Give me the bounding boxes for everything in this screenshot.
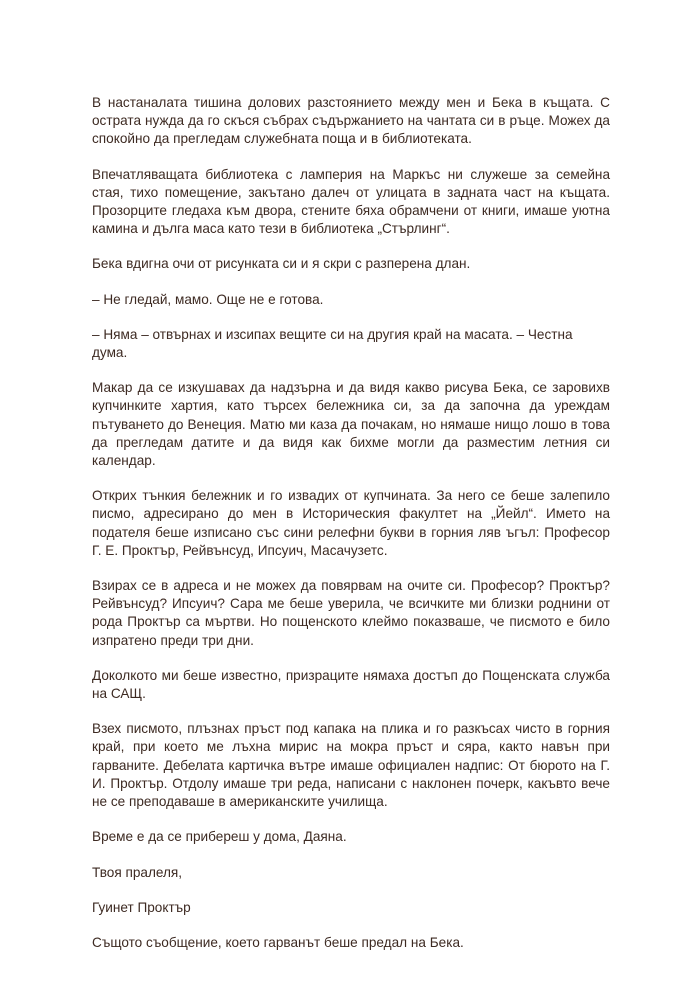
paragraph-8: Взирах се в адреса и не можех да повярвам на очите си. Професор? Проктър? Рейвънсуд? Ипсуич? Сара ме беше уверила, че всичките ми близки роднини от рода Проктър са мъртви. Но пощенското клеймо показваше, че писмото е било изпратено преди три дни. (92, 578, 610, 648)
paragraph-1: В настаналата тишина долових разстоянието между мен и Бека в къщата. С острата нужда да го скъся събрах съдържанието на чантата си в ръце. Можех да спокойно да прегледам служебната поща и в библиотеката. (92, 95, 610, 147)
paragraph-2: Впечатляващата библиотека с ламперия на Маркъс ни служеше за семейна стая, тихо помещение, закътано далеч от улицата в задната част на къщата. Прозорците гледаха към двора, стените бяха обрамчени от книги, имаше уютна камина и дълга маса като тези в библиотека „Стърлинг“. (92, 166, 610, 237)
document-page (92, 94, 610, 969)
paragraph-7: Открих тънкия бележник и го извадих от купчината. За него се беше залепило писмо, адресирано до мен в Историческия факултет на „Йейл“. Името на подателя беше изписано със сини релефни букви в горния ляв ъгъл: Професор Г. Е. Проктър, Рейвънсуд, Ипсуич, Масачузетс. (92, 488, 610, 558)
paragraph-3: Бека вдигна очи от рисунката си и я скри с разперена длан. (92, 256, 471, 272)
paragraph-13: Гуинет Проктър (92, 899, 191, 915)
paragraph-11: Време е да се прибереш у дома, Даяна. (92, 829, 347, 845)
paragraph-6: Макар да се изкушавах да надзърна и да видя какво рисува Бека, се заровихв купчинките хартия, като търсех бележника си, за да започна да уреждам пътуването до Венеция. Матю ми каза да почакам, но нямаше нищо лошо в това да прегледам датите и да видя как бихме могли да разместим летния си календар. (92, 380, 610, 469)
paragraph-12: Твоя пралеля, (92, 864, 183, 880)
paragraph-4: – Не гледай, мамо. Още не е готова. (92, 291, 324, 307)
paragraph-14: Същото съобщение, което гарванът беше предал на Бека. (92, 934, 464, 950)
paragraph-5: – Няма – отвърнах и изсипах вещите си на другия край на масата. – Честна дума. (92, 326, 573, 361)
paragraph-10: Взех писмото, плъзнах пръст под капака на плика и го разкъсах чисто в горния край, при което ме лъхна мирис на мокра пръст и сяра, както навън при гарваните. Дебелата картичка вътре имаше официален надпис: От бюрото на Г. И. Проктър. Отдолу имаше три реда, написани с наклонен почерк, какъвто вече не се преподаваше в американските училища. (92, 721, 610, 810)
paragraph-9: Доколкото ми беше известно, призраците нямаха достъп до Пощенската служба на САЩ. (92, 667, 610, 702)
